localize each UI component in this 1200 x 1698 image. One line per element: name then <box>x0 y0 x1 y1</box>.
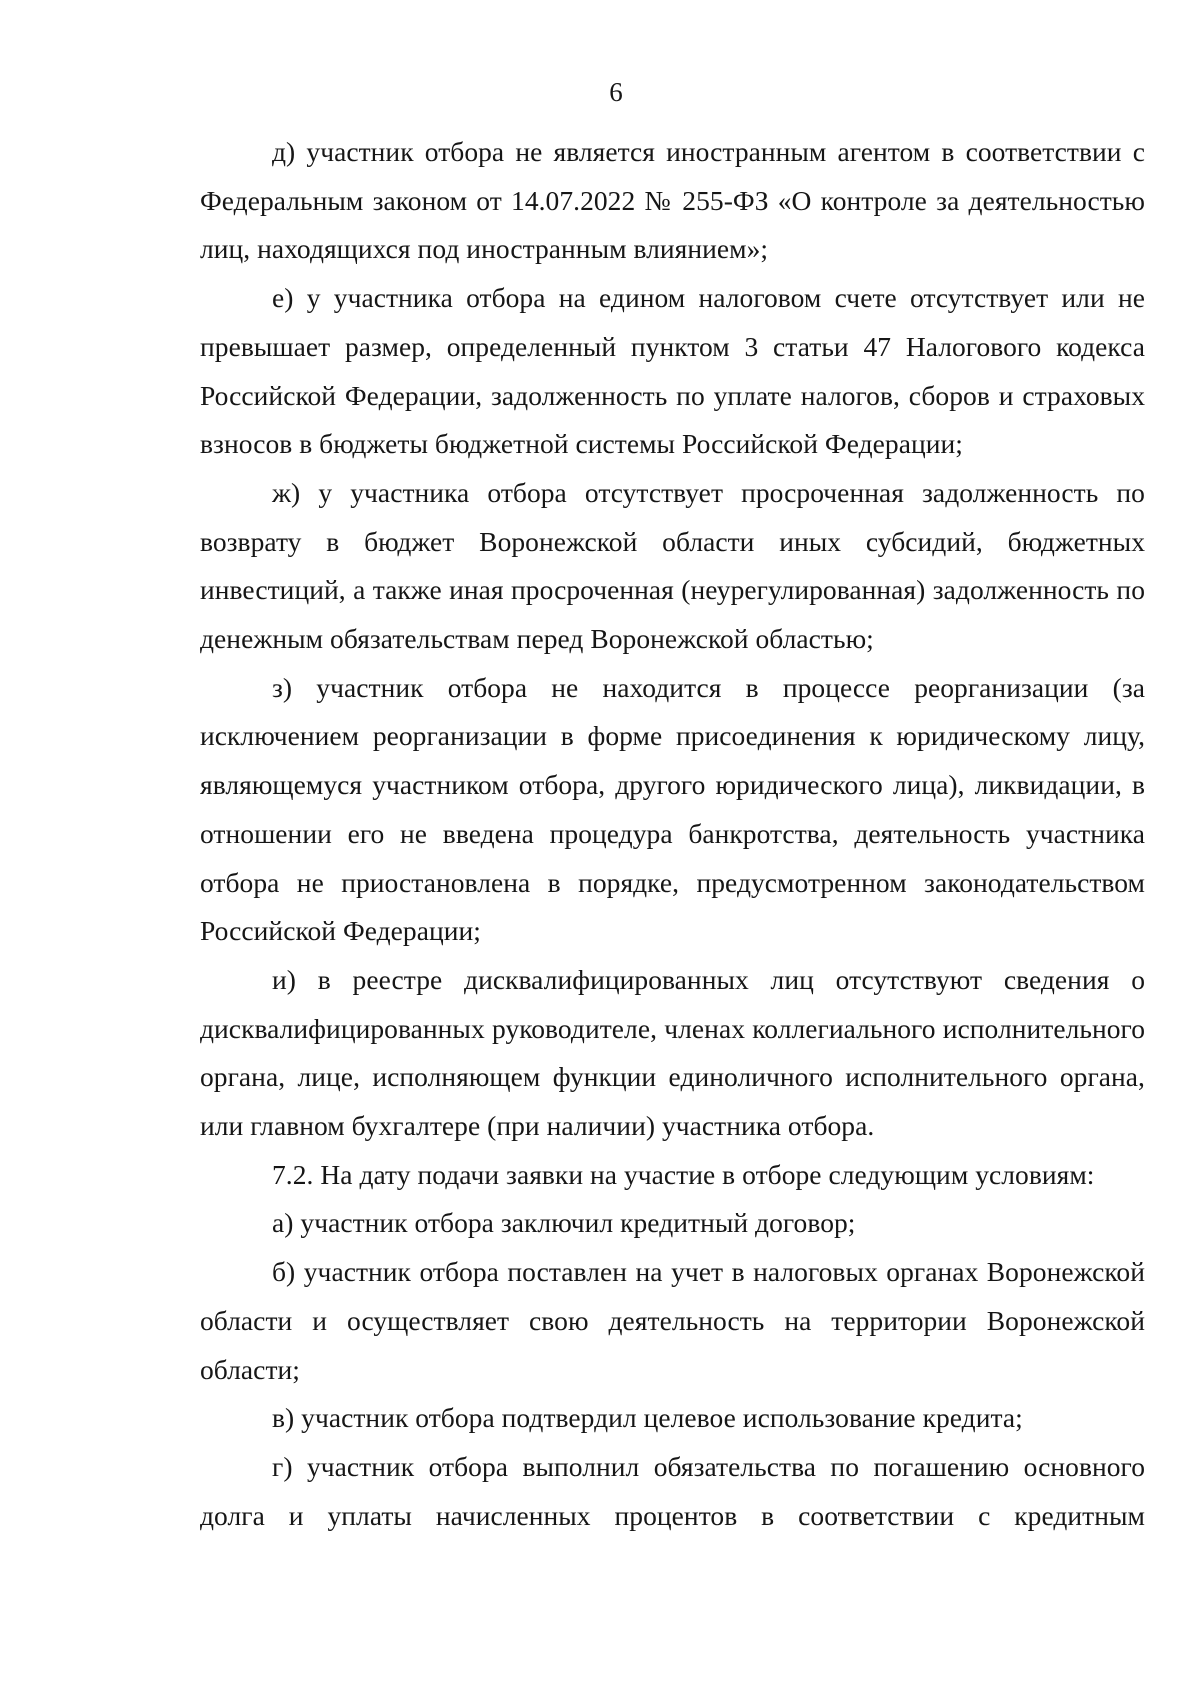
paragraph-g: г) участник отбора выполнил обязательства по погашению основного долга и уплаты начисленных процентов в соответствии с кредитным <box>200 1450 1145 1531</box>
paragraph-7-2: 7.2. На дату подачи заявки на участие в отборе следующим условиям: <box>272 1158 1095 1190</box>
paragraph-z: з) участник отбора не находится в процессе реорганизации (за исключением реорганизации в форме присоединения к юридическому лицу, являющемуся участником отбора, другого юридического лица), ликвидации, в отношении его не введена процедура банкротства, деятельность участника отбора не приостановлена в порядке, предусмотренном законодательством Российской Федерации; <box>200 671 1145 947</box>
document-body <box>200 128 1145 1540</box>
paragraph-zh: ж) у участника отбора отсутствует просроченная задолженность по возврату в бюджет Воронежской области иных субсидий, бюджетных инвестиций, а также иная просроченная (неурегулированная) задолженность по денежным обязательствам перед Воронежской областью; <box>200 476 1145 655</box>
paragraph-i: и) в реестре дисквалифицированных лиц отсутствуют сведения о дисквалифицированных руководителе, членах коллегиального исполнительного органа, лице, исполняющем функции единоличного исполнительного органа, или главном бухгалтере (при наличии) участника отбора. <box>200 963 1145 1142</box>
paragraph-d: д) участник отбора не является иностранным агентом в соответствии с Федеральным законом от 14.07.2022 № 255-ФЗ «О контроле за деятельностью лиц, находящихся под иностранным влиянием»; <box>200 136 1145 265</box>
paragraph-a: а) участник отбора заключил кредитный договор; <box>272 1207 856 1239</box>
paragraph-b: б) участник отбора поставлен на учет в налоговых органах Воронежской области и осуществляет свою деятельность на территории Воронежской области; <box>200 1256 1145 1385</box>
page-number: 6 <box>609 77 623 107</box>
paragraph-v: в) участник отбора подтвердил целевое использование кредита; <box>272 1402 1023 1434</box>
paragraph-e: е) у участника отбора на едином налоговом счете отсутствует или не превышает размер, определенный пунктом 3 статьи 47 Налогового кодекса Российской Федерации, задолженность по уплате налогов, сборов и страховых взносов в бюджеты бюджетной системы Российской Федерации; <box>200 282 1145 460</box>
